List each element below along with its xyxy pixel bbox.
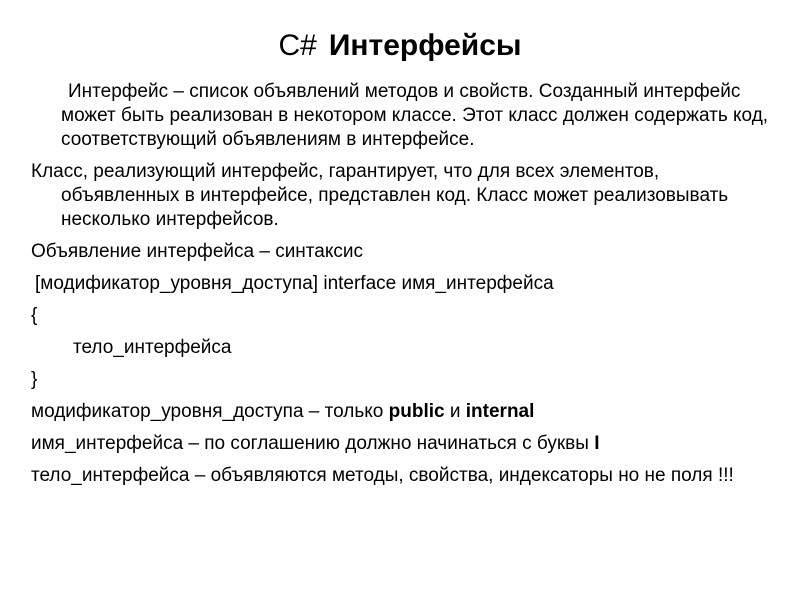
name-rule-letter: I <box>594 433 600 454</box>
name-rule <box>31 432 771 456</box>
keyword-internal: internal <box>465 401 535 422</box>
name-rule-text: имя_интерфейса – по соглашению должно начинаться с буквы <box>31 433 595 454</box>
title-main: Интерфейсы <box>328 29 522 62</box>
modifier-rule <box>31 400 771 424</box>
body-rule: тело_интерфейса – объявляются методы, свойства, индексаторы но не поля !!! <box>31 465 734 486</box>
page-title <box>0 28 800 64</box>
interface-body-placeholder: тело_интерфейса <box>73 337 232 358</box>
brace-open: { <box>31 305 38 326</box>
paragraph-class-implements: Класс, реализующий интерфейс, гарантирует, что для всех элементов, объявленных в интерфейсе, представлен код. Класс может реализовывать несколько интерфейсов. <box>31 161 729 230</box>
brace-close: } <box>31 369 38 390</box>
modifier-rule-and: и <box>444 401 466 422</box>
title-prefix: C# <box>278 29 317 62</box>
syntax-declaration: [модификатор_уровня_доступа] interface имя_интерфейса <box>35 273 554 294</box>
slide-body <box>31 80 771 496</box>
keyword-public: public <box>388 401 445 422</box>
paragraph-interface-definition: Интерфейс – список объявлений методов и свойств. Созданный интерфейс может быть реализован в некотором классе. Этот класс должен содержать код, соответствующий объявлениям в интерфейсе. <box>61 81 769 150</box>
syntax-heading: Объявление интерфейса – синтаксис <box>31 241 363 262</box>
modifier-rule-text: модификатор_уровня_доступа – только <box>31 401 389 422</box>
